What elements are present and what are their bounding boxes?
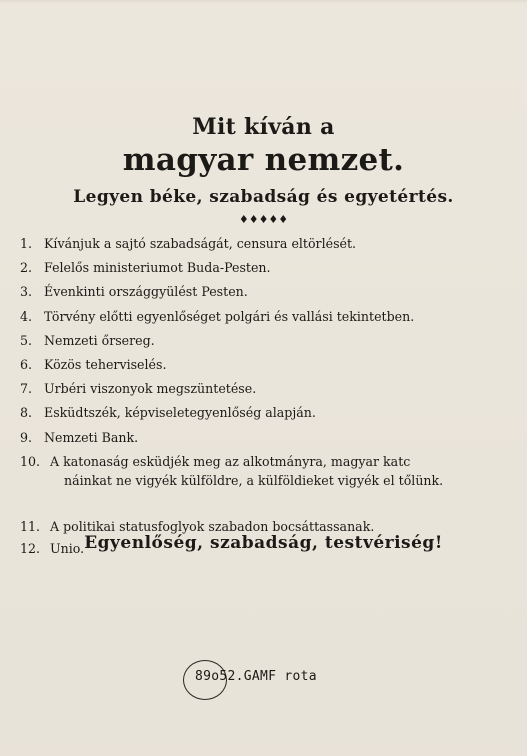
item-number: 9. bbox=[20, 429, 33, 445]
list-item bbox=[20, 405, 520, 429]
item-text: Felelős ministeriumot Buda-Pesten. bbox=[44, 260, 271, 276]
item-text-continuation: náinkat ne vigyék külföldre, a külföldieket vigyék el tőlünk. bbox=[64, 472, 444, 488]
item-number: 3. bbox=[20, 284, 33, 300]
item-text: Törvény előtti egyenlőséget polgári és vallási tekintetben. bbox=[44, 308, 415, 324]
title-line-2: magyar nemzet. bbox=[122, 142, 405, 178]
demands-list bbox=[20, 236, 520, 565]
list-item bbox=[20, 260, 520, 284]
item-number: 1. bbox=[20, 236, 33, 251]
item-number: 11. bbox=[20, 518, 41, 534]
item-text: Nemzeti őrsereg. bbox=[44, 332, 155, 348]
list-item bbox=[20, 454, 520, 519]
list-item bbox=[20, 333, 520, 357]
list-item bbox=[20, 357, 520, 381]
title-line-1: Mit kíván a bbox=[192, 114, 335, 140]
list-item bbox=[20, 284, 520, 308]
item-number: 7. bbox=[20, 381, 33, 397]
list-item bbox=[20, 381, 520, 405]
item-text: Évenkinti országgyülést Pesten. bbox=[44, 284, 248, 300]
paper-edge bbox=[0, 0, 527, 4]
item-number: 2. bbox=[20, 260, 33, 276]
item-text: A katonaság esküdjék meg az alkotmányra, magyar katc bbox=[50, 453, 411, 469]
item-text: Urbéri viszonyok megszüntetése. bbox=[44, 381, 257, 397]
archive-mark: 89o52.GAMF rota bbox=[195, 669, 317, 684]
item-text: Közös teherviselés. bbox=[44, 356, 167, 372]
item-number: 8. bbox=[20, 405, 33, 421]
item-text: Esküdtszék, képviseletegyenlőség alapján. bbox=[44, 405, 316, 421]
item-text: A politikai statusfoglyok szabadon bocsáttassanak. bbox=[50, 518, 375, 534]
item-text: Kívánjuk a sajtó szabadságát, censura eltörlését. bbox=[44, 236, 357, 251]
item-number: 12. bbox=[20, 540, 41, 556]
list-item bbox=[20, 236, 520, 260]
subtitle: Legyen béke, szabadság és egyetértés. bbox=[73, 187, 454, 207]
item-text: Unio. bbox=[50, 540, 85, 556]
ornament-divider: ♦♦♦♦♦ bbox=[238, 213, 289, 226]
item-number: 6. bbox=[20, 356, 33, 372]
item-text: Nemzeti Bank. bbox=[44, 429, 139, 445]
closing-slogan: Egyenlőség, szabadság, testvériség! bbox=[84, 533, 443, 553]
item-number: 4. bbox=[20, 308, 33, 324]
list-item bbox=[20, 309, 520, 333]
item-number: 10. bbox=[20, 453, 41, 469]
item-number: 5. bbox=[20, 332, 33, 348]
list-item bbox=[20, 430, 520, 454]
